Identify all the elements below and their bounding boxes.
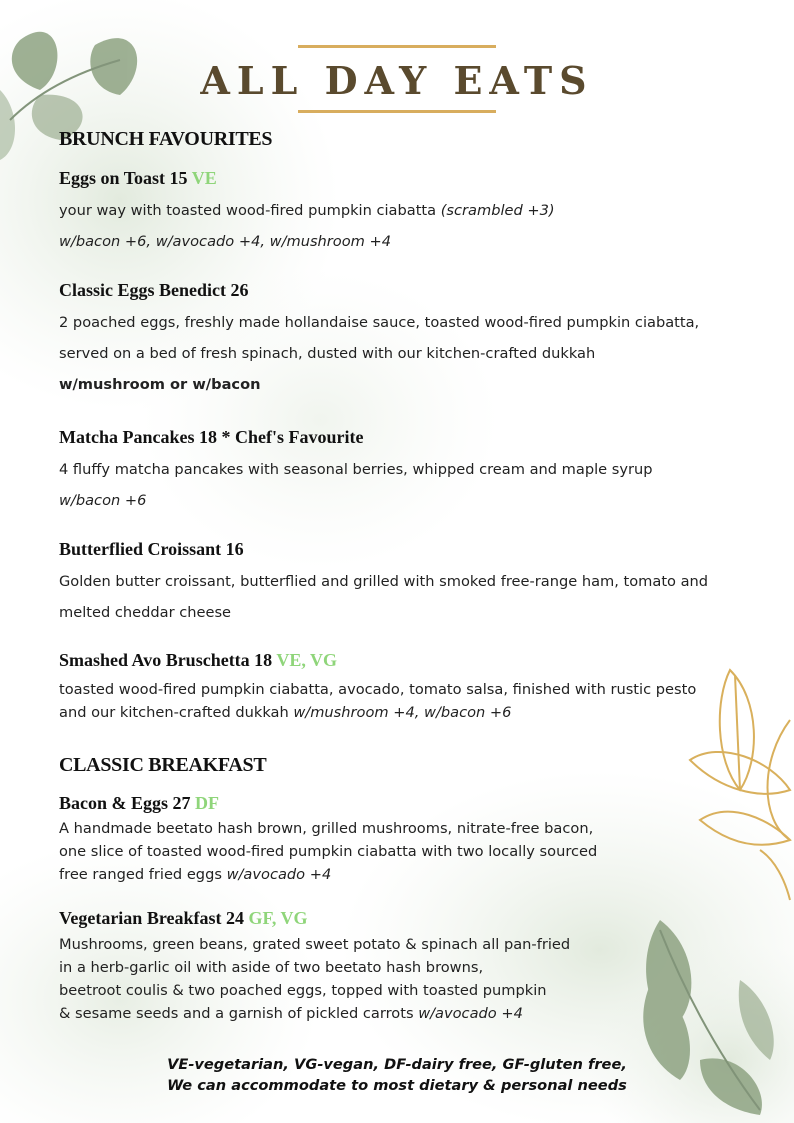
menu-item-title bbox=[59, 280, 249, 301]
description-addon: (scrambled +3) bbox=[440, 202, 555, 219]
item-description: Mushrooms, green beans, grated sweet potato & spinach all pan-fried bbox=[59, 936, 571, 953]
diet-tag: DF bbox=[195, 793, 220, 813]
item-addons: w/bacon +6 bbox=[59, 492, 147, 509]
item-name: Bacon & Eggs 27 bbox=[59, 793, 191, 813]
item-name: Butterflied Croissant 16 bbox=[59, 539, 244, 559]
description-addon: w/avocado +4 bbox=[226, 866, 332, 883]
diet-tag: VE bbox=[191, 168, 217, 188]
item-description bbox=[59, 866, 331, 883]
dietary-note: We can accommodate to most dietary & personal needs bbox=[167, 1077, 627, 1094]
item-description: A handmade beetato hash brown, grilled mushrooms, nitrate-free bacon, bbox=[59, 820, 594, 837]
description-text: your way with toasted wood-fired pumpkin ciabatta bbox=[59, 202, 437, 219]
description-text: free ranged fried eggs bbox=[59, 866, 222, 883]
section-heading-classic: CLASSIC BREAKFAST bbox=[59, 754, 267, 776]
menu-item-title bbox=[59, 650, 337, 671]
item-addons: w/bacon +6, w/avocado +4, w/mushroom +4 bbox=[59, 233, 392, 250]
item-name: Classic Eggs Benedict 26 bbox=[59, 280, 249, 300]
item-description: 4 fluffy matcha pancakes with seasonal berries, whipped cream and maple syrup bbox=[59, 461, 653, 478]
item-description: melted cheddar cheese bbox=[59, 604, 232, 621]
item-name: Matcha Pancakes 18 * Chef's Favourite bbox=[59, 427, 364, 447]
menu-item-title bbox=[59, 427, 363, 448]
item-name: Vegetarian Breakfast 24 bbox=[59, 908, 244, 928]
item-description bbox=[59, 704, 511, 721]
title-rule-top bbox=[298, 45, 496, 48]
diet-tag: VE, VG bbox=[276, 650, 338, 670]
item-description: served on a bed of fresh spinach, dusted with our kitchen-crafted dukkah bbox=[59, 345, 596, 362]
menu-item-title bbox=[59, 539, 244, 560]
menu-item-title bbox=[59, 908, 308, 929]
item-name: Eggs on Toast 15 bbox=[59, 168, 188, 188]
menu-item-title bbox=[59, 168, 217, 189]
item-description bbox=[59, 1005, 523, 1022]
item-description: beetroot coulis & two poached eggs, topped with toasted pumpkin bbox=[59, 982, 547, 999]
menu-item-title bbox=[59, 793, 219, 814]
item-description: 2 poached eggs, freshly made hollandaise sauce, toasted wood-fired pumpkin ciabatta, bbox=[59, 314, 700, 331]
diet-tag: GF, VG bbox=[248, 908, 308, 928]
description-text: & sesame seeds and a garnish of pickled carrots bbox=[59, 1005, 414, 1022]
section-heading-brunch: BRUNCH FAVOURITES bbox=[59, 128, 273, 150]
description-addon: w/mushroom +4, w/bacon +6 bbox=[293, 704, 512, 721]
menu-title: ALL DAY EATS bbox=[200, 58, 594, 103]
item-description: toasted wood-fired pumpkin ciabatta, avocado, tomato salsa, finished with rustic pesto bbox=[59, 681, 697, 698]
dietary-legend: VE-vegetarian, VG-vegan, DF-dairy free, GF-gluten free, bbox=[167, 1056, 627, 1073]
item-description: one slice of toasted wood-fired pumpkin ciabatta with two locally sourced bbox=[59, 843, 598, 860]
description-addon: w/avocado +4 bbox=[418, 1005, 523, 1022]
description-text: and our kitchen-crafted dukkah bbox=[59, 704, 289, 721]
item-name: Smashed Avo Bruschetta 18 bbox=[59, 650, 273, 670]
item-addons: w/mushroom or w/bacon bbox=[59, 376, 261, 393]
item-description: in a herb-garlic oil with aside of two beetato hash browns, bbox=[59, 959, 484, 976]
title-rule-bottom bbox=[298, 110, 496, 113]
item-description: Golden butter croissant, butterflied and grilled with smoked free-range ham, tomato and bbox=[59, 573, 709, 590]
item-description bbox=[59, 202, 555, 219]
